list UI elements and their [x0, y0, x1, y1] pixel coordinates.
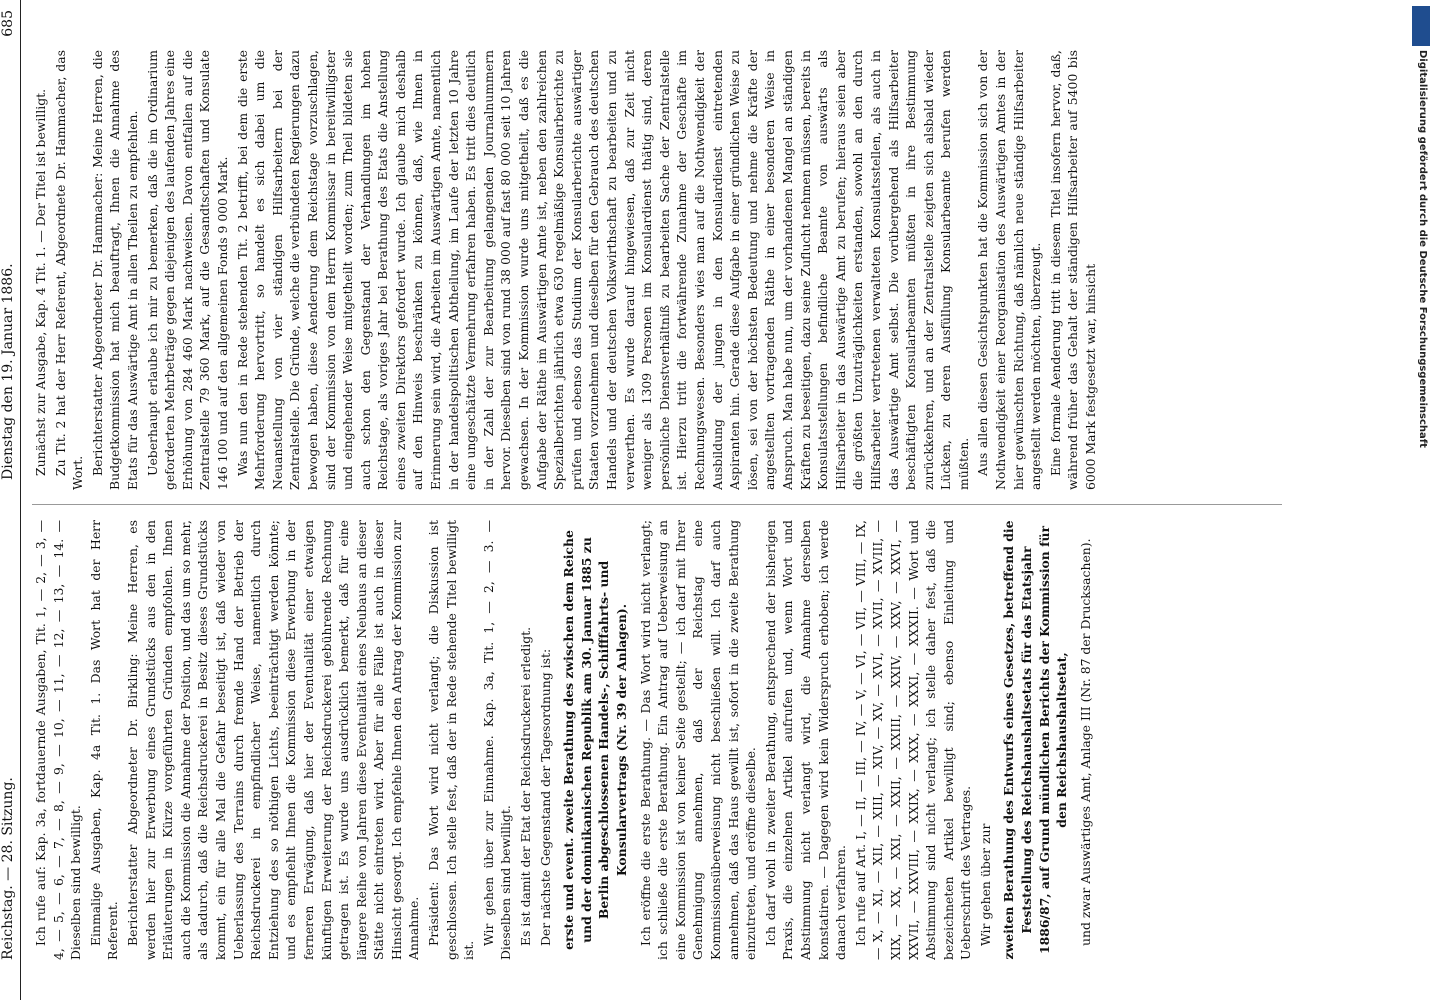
paragraph: Der nächste Gegenstand der Tagesordnung ist:: [537, 648, 553, 946]
paragraph: Zunächst zur Ausgabe, Kap. 4 Tit. 1. — Der Titel ist bewilligt.: [33, 88, 48, 476]
paragraph: Präsident: Das Wort wird nicht verlangt; die Diskussion ist geschlossen. Ich stelle fest, daß der in Rede stehende Titel bewilligt ist.: [426, 520, 477, 960]
text-area: [0, 40, 1300, 960]
paragraph: erste und event. zweite Berathung des zwischen dem Reiche und der dominikanischen Republik am 30. Januar 1885 zu Berlin abgeschlossenen Handels-, Schifffahrts- und Konsularvertrags (Nr. 39 der Anlagen).: [561, 530, 629, 950]
column-divider: [32, 504, 1282, 505]
paragraph: Ueberhaupt erlaube ich mir zu bemerken, daß die im Ordinarium geforderten Mehrbeträge gegen diejenigen des laufenden Jahres eine Erhöhung von 284 460 Mark nachweisen. Davon entfallen auf die Zentralstelle 79 360 Mark, auf die Gesandtschaften und Konsulate 146 100 und auf den allgemeinen Fonds 9 000 Mark.: [144, 50, 230, 490]
paragraph: Zu Tit. 2 hat der Herr Referent, Abgeordnete Dr. Hammacher, das Wort.: [52, 50, 86, 490]
paragraph: zweiten Berathung des Entwurfs eines Gesetzes, betreffend die Feststellung des Reichshaushaltsetats für das Etatsjahr 1886/87, auf Grund mündlichen Berichts der Kommission für den Reichshaushaltsetat,: [1001, 520, 1070, 960]
credit-text: Digitalisierung gefördert durch die Deutsche Forschungsgemeinschaft: [1417, 50, 1428, 448]
digitization-credit: [1410, 0, 1432, 1000]
paragraph: Was nun den in Rede stehenden Tit. 2 betrifft, bei dem die erste Mehrforderung hervortritt, so handelt es sich dabei um die Neuanstellung von vier ständigen Hilfsarbeitern bei der Zentralstelle. Die Gründe, welche die verbündeten Regierungen dazu bewogen haben, diese Aenderung dem Reichstage vorzuschlagen, sind der Kommission von dem Herrn Kommissar in bereitwilligster und eingehender Weise mitgetheilt worden; zum Theil bildeten sie auch schon den Gegenstand der Verhandlungen im hohen Reichstage, als voriges Jahr bei Berathung des Etats die Anstellung eines zweiten Direktors gefordert wurde. Ich glaube mich deshalb auf den Hinweis beschränken zu können, daß, wie Ihnen in Erinnerung sein wird, die Arbeiten im Auswärtigen Amte, namentlich in der handelspolitischen Abtheilung, im Laufe der letzten 10 Jahre eine ungeschätzte Vermehrung erfahren haben. Es tritt dies deutlich in der Zahl der zur Bearbeitung gelangenden Journalnummern hervor. Dieselben sind von rund 38 000 auf fast 80 000 seit 10 Jahren gewachsen. In der Kommission wurde uns mitgetheilt, daß es die Aufgabe der Räthe im Auswärtigen Amte ist, neben den zahlreichen Spezialberichten jährlich etwa 630 regelmäßige Konsularberichte zu prüfen und ebenso das Studium der Konsularberichte auswärtiger Staaten vorzunehmen und dieselben für den Gebrauch des deutschen Handels und der deutschen Volkswirthschaft zu bearbeiten und zu verwerthen. Es wurde darauf hingewiesen, daß zur Zeit nicht weniger als 1309 Personen im Konsulardienst thätig sind, deren persönliche Dienstverhältniß zu bearbeiten Sache der Zentralstelle ist. Hierzu tritt die fortwährende Zunahme der Geschäfte im Rechnungswesen. Besonders wies man auf die Nothwendigkeit der Ausbildung der jungen in den Konsulardienst eintretenden Aspiranten hin. Gerade diese Aufgabe in einer gründlichen Weise zu lösen, sei von der höchsten Bedeutung und nehme die Kräfte der angestellten vortragenden Räthe in einer besonderen Weise in Anspruch. Man habe nun, um der vorhandenen Mangel an ständigen Kräften zu beseitigen, dazu seine Zuflucht nehmen müssen, bereits in Konsulatsstellungen befindliche Beamte von auswärts als Hilfsarbeiter in das Auswärtige Amt zu berufen; hieraus seien aber die größten Unzuträglichkeiten erstanden, sowohl an den durch Hilfsarbeiter vertretenen verwalteten Konsulatsstellen, als auch in das Auswärtige Amt selbst. Die vorübergehend als Hilfsarbeiter beschäftigten Konsularbeamten müßten in ihre Bestimmung zurückkehren, und an der Zentralstelle zeigten sich alsbald wieder Lücken, zu deren Ausfüllung Konsularbeamte berufen werden müßten.: [234, 50, 971, 490]
page-number: 685: [0, 10, 16, 37]
paragraph: Es ist damit der Etat der Reichsdruckerei erledigt.: [518, 626, 534, 946]
paragraph: Berichterstatter Abgeordneter Dr. Birkling: Meine Herren, es werden hier zur Erwerbung eines Grundstücks aus den in den Erläuterungen in Kürze vorgeführten Gründen empfohlen. Ihnen auch die Kommission die Annahme der Position, und das um so mehr, als dadurch, daß die Reichsdruckerei in Besitz dieses Grundstücks kommt, ein für alle Mal die Gefahr beseitigt ist, daß wieder von Ueberlassung des Terrains durch fremde Hand der Betrieb der Reichsdruckerei in empfindlicher Weise, namentlich durch Entziehung des so nöthigen Lichts, beeinträchtigt werden könnte; und es empfiehlt Ihnen die Kommission diese Erwerbung in der ferneren Erwägung, daß hier der Eventualität einer etwaigen künftigen Erweiterung der Reichsdruckerei gebührende Rechnung getragen ist. Es wurde uns ausdrücklich bemerkt, daß für eine längere Reihe von Jahren diese Eventualität eines Neubaus an dieser Stätte nicht eintreten wird. Aber für alle Fälle ist auch in dieser Hinsicht gesorgt. Ich empfehle Ihnen den Antrag der Kommission zur Annahme.: [124, 520, 422, 960]
paragraph: Berichterstatter Abgeordneter Dr. Hammacher: Meine Herren, die Budgetkommission hat mich beauftragt, Ihnen die Annahme des Etats für das Auswärtige Amt in allen Theilen zu empfehlen.: [89, 50, 140, 490]
paragraph: Ich darf wohl in zweiter Berathung, entsprechend der bisherigen Praxis, die einzelnen Artikel aufrufen und, wenn Wort und Abstimmung nicht verlangt wird, die Annahme derselben konstatiren. — Dagegen wird kein Widerspruch erhoben; ich werde danach verfahren.: [762, 520, 849, 960]
paragraph: Wir gehen über zur: [977, 823, 993, 946]
paragraph: Ich rufe auf: Kap. 3a, fortdauernde Ausgaben, Tit. 1, — 2, — 3, — 4, — 5, — 6, — 7, — 8, — 9, — 10, — 11, — 12, — 13, — 14. — Dieselben sind bewilligt.: [33, 520, 84, 960]
dfg-logo-icon: [1412, 6, 1430, 46]
paragraph: Einmalige Ausgaben, Kap. 4a Tit. 1. Das Wort hat der Herr Referent.: [87, 520, 121, 960]
paragraph: Wir gehen über zur Einnahme. Kap. 3a, Tit. 1, — 2, — 3. — Dieselben sind bewilligt.: [480, 520, 514, 960]
left-text-column: [32, 520, 1282, 960]
running-head-date: Dienstag den 19. Januar 1886.: [0, 263, 16, 480]
paragraph: Ich eröffne die erste Berathung. — Das Wort wird nicht verlangt; ich schließe die erste Berathung. Ein Antrag auf Ueberweisung an eine Kommission ist von keiner Seite gestellt; — ich darf mit Ihrer Genehmigung annehmen, daß der Reichstag eine Kommissionsüberweisung nicht beschließen will. Ich darf auch annehmen, daß das Haus gewillt ist, sofort in die zweite Berathung einzutreten, und eröffne dieselbe.: [637, 520, 759, 960]
paragraph: Eine formale Aenderung tritt in diesem Titel insofern hervor, daß, während früher das Gehalt der ständigen Hilfsarbeiter auf 5400 bis 6000 Mark festgesetzt war, hinsicht: [1047, 50, 1099, 490]
running-head-left: Reichstag. — 28. Sitzung.: [0, 777, 16, 960]
paragraph: Aus allen diesen Gesichtspunkten hat die Kommission sich von der Nothwendigkeit einer Reorganisation des Auswärtigen Amtes in der hier gewünschten Richtung, daß nämlich neue ständige Hilfsarbeiter angestellt werden möchten, überzeugt.: [975, 50, 1044, 490]
right-text-column: [32, 50, 1282, 490]
paragraph: und zwar Auswärtiges Amt, Anlage III (Nr. 87 der Drucksachen).: [1077, 538, 1093, 946]
paragraph: Ich rufe auf Art. I, — II, — III, — IV, — V, — VI, — VII, — VIII, — IX, — X, — XI, — XII, — XIII, — XIV, — XV, — XVI, — XVII, — XVIII, — XIX, — XX, — XXI, — XXII, — XXIII, — XXIV, — XXV, — XXVI, — XXVII, — XXVIII, — XXIX, — XXX, — XXXI, — XXXII. — Wort und Abstimmung sind nicht verlangt; ich stelle daher fest, daß die bezeichneten Artikel bewilligt sind; ebenso Einleitung und Ueberschrift des Vertrages.: [852, 520, 974, 960]
